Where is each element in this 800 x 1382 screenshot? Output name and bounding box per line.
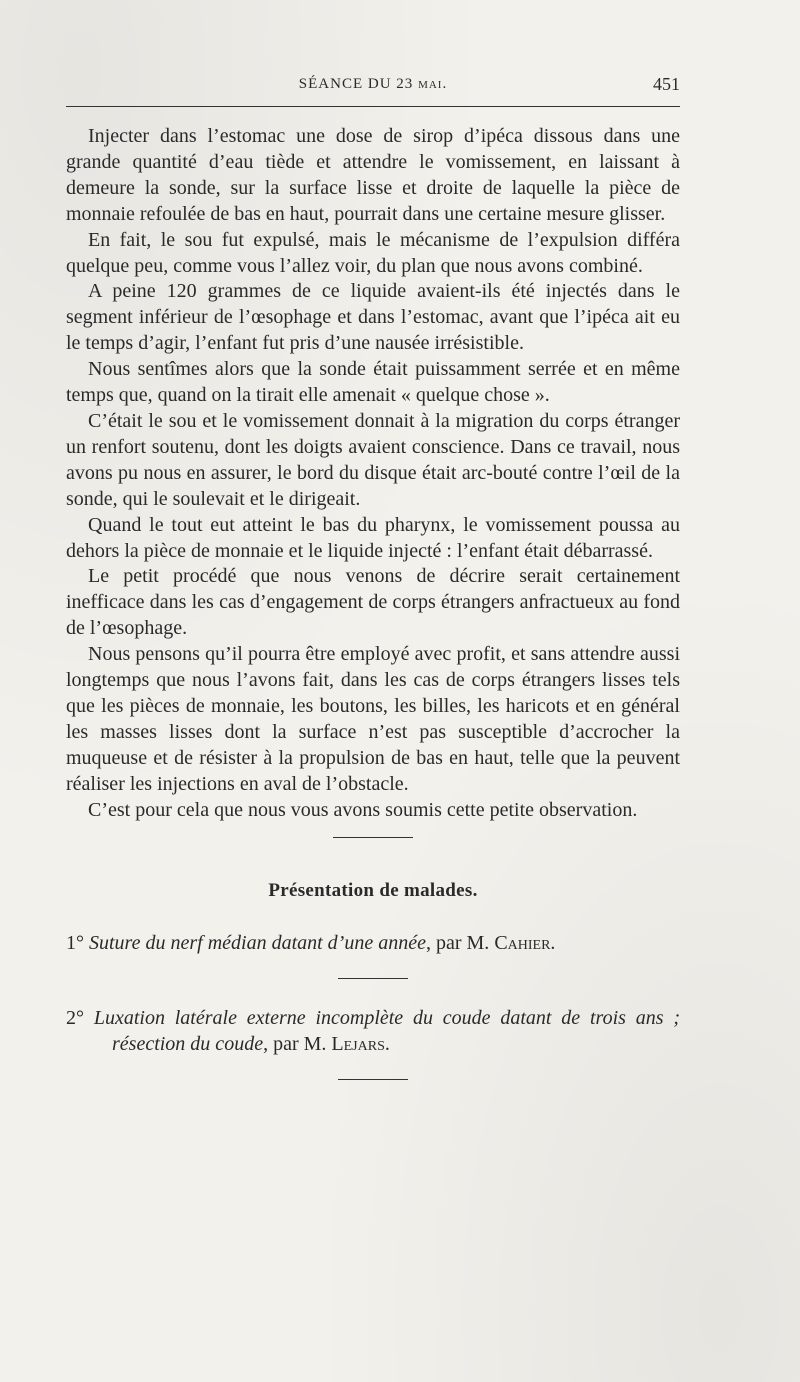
- item-by: , par M.: [425, 932, 495, 955]
- page-number: 451: [653, 74, 680, 94]
- item-number: 2°: [66, 1007, 84, 1030]
- section-title: Présentation de malades.: [268, 880, 478, 902]
- running-head: [66, 76, 680, 93]
- item-number: 1°: [66, 932, 84, 955]
- item-title: Luxation latérale externe incomplète du coude datant de trois ans ; résection du coude: [93, 1007, 681, 1056]
- item-by: , par M.: [263, 1033, 332, 1056]
- paragraph: Nous pensons qu’il pourra être employé avec profit, et sans attendre aussi longtemps que nous l’avons fait, dans les cas de corps étrangers lisses tels que les pièces de monnaie, les boutons, les billes, les haricots et en général les masses lisses dont la surface n’est pas susceptible d’accrocher la muqueuse et de résister à la propulsion de bas en haut, telle que la peuvent réaliser les injections en aval de l’obstacle.: [66, 643, 680, 795]
- page-header: [66, 72, 680, 100]
- body-text: [66, 124, 680, 1080]
- separator-rule: [338, 978, 408, 979]
- paragraph: En fait, le sou fut expulsé, mais le mécanisme de l’expulsion différa quelque peu, comme vous l’allez voir, du plan que nous avons combiné.: [66, 228, 680, 277]
- item-author: Lejars.: [331, 1033, 390, 1056]
- item-title: Suture du nerf médian datant d’une année: [89, 932, 426, 955]
- paragraph: Quand le tout eut atteint le bas du pharynx, le vomissement poussa au dehors la pièce de monnaie et le liquide injecté : l’enfant était débarrassé.: [66, 513, 680, 562]
- header-rule: [66, 106, 680, 107]
- paragraph: C’était le sou et le vomissement donnait à la migration du corps étranger un renfort soutenu, dont les doigts avaient conscience. Dans ce travail, nous avons pu nous en assurer, le bord du disque était arc-bouté contre l’œil de la sonde, qui le soulevait et le dirigeait.: [66, 409, 680, 510]
- item-author: Cahier.: [494, 932, 556, 955]
- presentation-item: [66, 1005, 680, 1057]
- paragraph: Le petit procédé que nous venons de décrire serait certainement inefficace dans les cas d’engagement de corps étrangers anfractueux au fond de l’œsophage.: [66, 565, 680, 640]
- separator-rule: [333, 837, 413, 838]
- paragraph: C’est pour cela que nous vous avons soumis cette petite observation.: [88, 798, 638, 821]
- separator-rule: [338, 1079, 408, 1080]
- running-head-month: mai.: [418, 76, 448, 92]
- paragraph: A peine 120 grammes de ce liquide avaient-ils été injectés dans le segment inférieur de l’œsophage et dans l’estomac, avant que l’ipéca ait eu le temps d’agir, l’enfant fut pris d’une nausée irrésistible.: [66, 280, 680, 355]
- paragraph: Nous sentîmes alors que la sonde était puissamment serrée et en même temps que, quand on la tirait elle amenait « quelque chose ».: [66, 358, 680, 407]
- paragraph: Injecter dans l’estomac une dose de sirop d’ipéca dissous dans une grande quantité d’eau tiède et attendre le vomissement, en laissant à demeure la sonde, sur la surface lisse et droite de laquelle la pièce de monnaie refoulée de bas en haut, pourrait dans une certaine mesure glisser.: [66, 125, 680, 225]
- running-head-prefix: SÉANCE DU 23: [298, 76, 419, 92]
- presentation-item: [66, 930, 680, 956]
